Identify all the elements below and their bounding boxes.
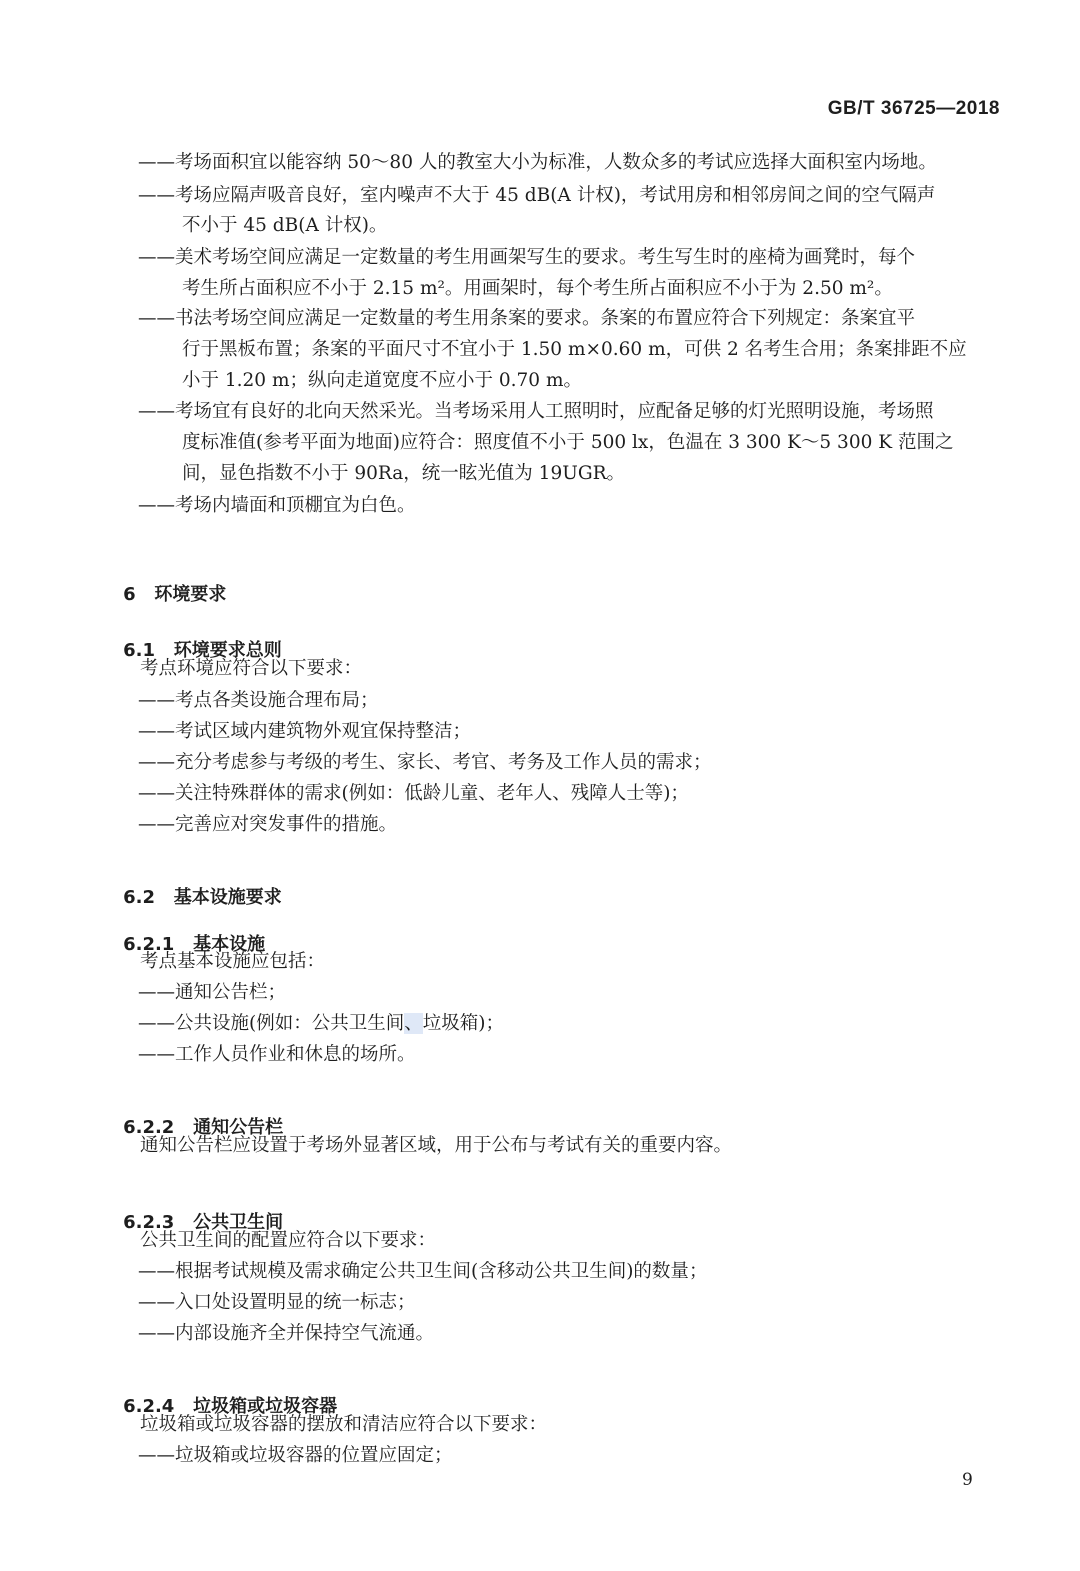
list-item-continuation: 考生所占面积应不小于 2.15 m²。用画架时，每个考生所占面积应不小于为 2.50 m²。 bbox=[182, 278, 893, 299]
section-title: 公共卫生间 bbox=[193, 1212, 284, 1233]
list-item-text: ——公共设施(例如：公共卫生间 bbox=[138, 1013, 405, 1034]
section-title: 环境要求 bbox=[154, 584, 227, 605]
paragraph: 通知公告栏应设置于考场外显著区域，用于公布与考试有关的重要内容。 bbox=[140, 1135, 733, 1156]
standard-number: GB/T 36725—2018 bbox=[827, 98, 1000, 119]
section-title: 环境要求总则 bbox=[173, 640, 282, 661]
list-item: ——通知公告栏； bbox=[138, 982, 287, 1003]
section-number: 6.2.2 bbox=[123, 1117, 175, 1138]
list-item: ——垃圾箱或垃圾容器的位置应固定； bbox=[138, 1445, 453, 1466]
list-item: ——书法考场空间应满足一定数量的考生用条案的要求。条案的布置应符合下列规定：条案宜平 bbox=[138, 308, 916, 329]
section-number: 6.2.4 bbox=[123, 1396, 175, 1417]
list-item-continuation: 不小于 45 dB(A 计权)。 bbox=[182, 215, 388, 236]
list-item: ——考场应隔声吸音良好，室内噪声不大于 45 dB(A 计权)，考试用房和相邻房间之间的空气隔声 bbox=[138, 185, 936, 206]
list-item: ——根据考试规模及需求确定公共卫生间(含移动公共卫生间)的数量； bbox=[138, 1261, 708, 1282]
section-title: 垃圾箱或垃圾容器 bbox=[193, 1396, 338, 1417]
list-item: ——考试区域内建筑物外观宜保持整洁； bbox=[138, 721, 472, 742]
list-item: ——考点各类设施合理布局； bbox=[138, 690, 379, 711]
section-number: 6.2.1 bbox=[123, 934, 175, 955]
list-item: ——美术考场空间应满足一定数量的考生用画架写生的要求。考生写生时的座椅为画凳时，每个 bbox=[138, 247, 916, 268]
list-item-text: 垃圾箱)； bbox=[422, 1013, 504, 1034]
section-number: 6.2 bbox=[123, 887, 155, 908]
section-title: 通知公告栏 bbox=[193, 1117, 284, 1138]
list-item: ——充分考虑参与考级的考生、家长、考官、考务及工作人员的需求； bbox=[138, 752, 712, 773]
section-number: 6 bbox=[123, 584, 136, 605]
section-title: 基本设施 bbox=[193, 934, 266, 955]
text-selection-highlight: 、 bbox=[404, 1013, 423, 1034]
section-number: 6.2.3 bbox=[123, 1212, 175, 1233]
list-item: ——考场内墙面和顶棚宜为白色。 bbox=[138, 495, 416, 516]
list-item-continuation: 度标准值(参考平面为地面)应符合：照度值不小于 500 lx，色温在 3 300 K～5 300 K 范围之 bbox=[182, 432, 954, 453]
list-item: ——关注特殊群体的需求(例如：低龄儿童、老年人、残障人士等)； bbox=[138, 783, 689, 804]
list-item: ——工作人员作业和休息的场所。 bbox=[138, 1044, 416, 1065]
paragraph: 垃圾箱或垃圾容器的摆放和清洁应符合以下要求： bbox=[140, 1414, 548, 1435]
list-item-continuation: 行于黑板布置；条案的平面尺寸不宜小于 1.50 m×0.60 m，可供 2 名考生合用；条案排距不应 bbox=[182, 339, 967, 360]
list-item-continuation: 小于 1.20 m；纵向走道宽度不应小于 0.70 m。 bbox=[182, 370, 582, 391]
list-item-continuation: 间，显色指数不小于 90Ra，统一眩光值为 19UGR。 bbox=[182, 463, 626, 484]
paragraph: 公共卫生间的配置应符合以下要求： bbox=[140, 1230, 437, 1251]
list-item bbox=[138, 1008, 1080, 1039]
list-item: ——完善应对突发事件的措施。 bbox=[138, 814, 398, 835]
page-number: 9 bbox=[962, 1470, 973, 1490]
paragraph: 考点基本设施应包括： bbox=[140, 951, 326, 972]
list-item: ——考场宜有良好的北向天然采光。当考场采用人工照明时，应配备足够的灯光照明设施，考场照 bbox=[138, 401, 934, 422]
list-item: ——考场面积宜以能容纳 50～80 人的教室大小为标准，人数众多的考试应选择大面积室内场地。 bbox=[138, 152, 937, 173]
list-item: ——入口处设置明显的统一标志； bbox=[138, 1292, 416, 1313]
section-title: 基本设施要求 bbox=[173, 887, 282, 908]
list-item: ——内部设施齐全并保持空气流通。 bbox=[138, 1323, 435, 1344]
paragraph: 考点环境应符合以下要求： bbox=[140, 658, 363, 679]
section-number: 6.1 bbox=[123, 640, 155, 661]
